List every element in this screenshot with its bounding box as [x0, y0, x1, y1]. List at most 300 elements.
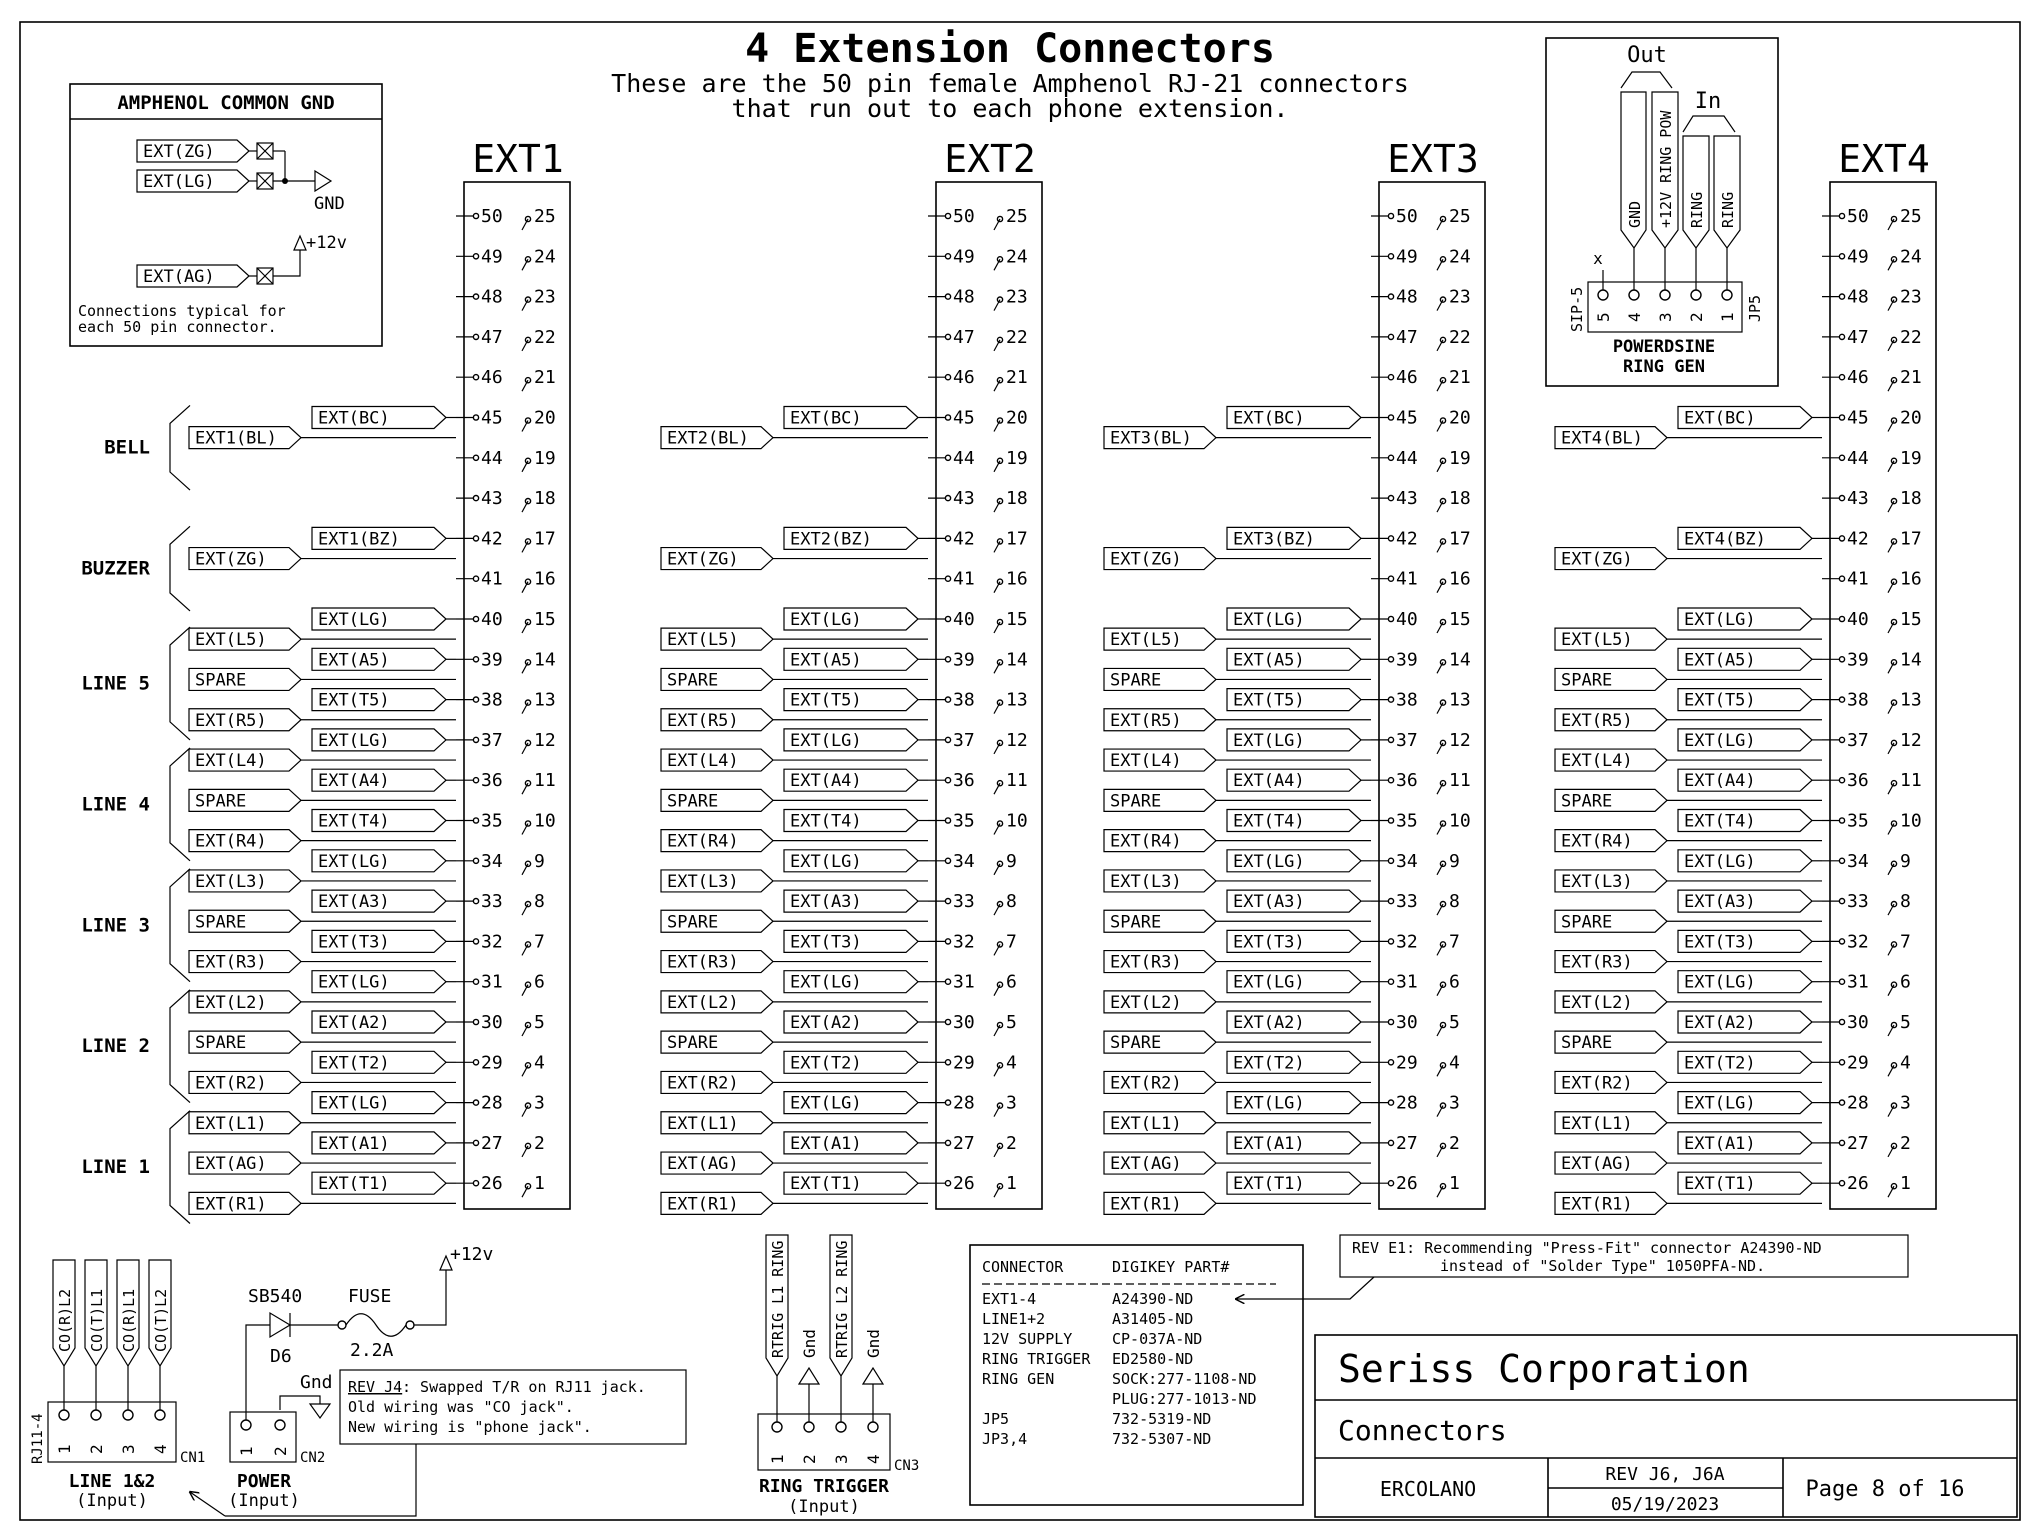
pin-number-right: 14 — [534, 649, 556, 671]
pin-lead — [1888, 501, 1894, 512]
group-brace — [170, 869, 190, 982]
pin-number-left: 34 — [1396, 850, 1418, 872]
pin-number-left: 29 — [481, 1052, 503, 1074]
group-brace — [170, 405, 190, 490]
parts-number: 732-5319-ND — [1112, 1410, 1212, 1428]
pin-contact — [945, 536, 950, 541]
group-label: LINE 2 — [81, 1035, 150, 1058]
pin-number-right: 9 — [534, 850, 545, 872]
net-label: EXT1(BZ) — [318, 529, 400, 550]
pin-contact — [1839, 213, 1844, 218]
connector-title: EXT1 — [472, 137, 564, 181]
pin-lead — [1888, 259, 1894, 270]
pin-lead — [1437, 904, 1443, 915]
pin-number-right: 18 — [1449, 488, 1471, 510]
net-label: EXT(L2) — [1110, 992, 1182, 1013]
parts-connector: JP5 — [982, 1410, 1010, 1428]
pin-number-left: 42 — [1847, 528, 1869, 550]
group-label: LINE 4 — [81, 793, 150, 816]
net-label: EXT(A4) — [318, 771, 390, 792]
pin-contact — [1839, 1181, 1844, 1186]
parts-number: SOCK:277-1108-ND — [1112, 1370, 1257, 1388]
pin-contact — [473, 1060, 478, 1065]
net-label: SPARE — [1110, 670, 1162, 691]
pin-number-left: 32 — [481, 931, 503, 953]
net-label: EXT(R3) — [1561, 952, 1633, 973]
pin-lead — [1437, 985, 1443, 996]
ring-trigger-pin-1: 1 — [768, 1454, 787, 1464]
pin-lead — [994, 904, 1000, 915]
pin-number-right: 11 — [1006, 770, 1028, 792]
net-label: SPARE — [195, 1033, 247, 1054]
parts-head-part: DIGIKEY PART# — [1112, 1258, 1230, 1276]
ring-gen-pin-num-5: 5 — [1594, 312, 1613, 322]
pin-contact — [945, 858, 950, 863]
pin-number-right: 15 — [1006, 609, 1028, 630]
rev-j4-line1: : Swapped T/R on RJ11 jack. — [402, 1378, 646, 1396]
pin-contact — [1388, 858, 1393, 863]
pin-contact — [945, 1019, 950, 1024]
pin-number-left: 44 — [481, 447, 503, 469]
net-label: EXT(LG) — [318, 1093, 390, 1114]
net-label: EXT(LG) — [1684, 972, 1756, 993]
rev-e1-line1: REV E1: Recommending "Press-Fit" connector A24390-ND — [1352, 1239, 1822, 1257]
pin-contact — [1388, 737, 1393, 742]
pin-contact — [1388, 657, 1393, 662]
net-label: EXT(A5) — [1233, 650, 1305, 671]
pin-contact — [945, 1100, 950, 1105]
line12-label-1: CO(R)L2 — [56, 1288, 74, 1352]
pin-number-right: 23 — [1006, 286, 1028, 308]
net-label: EXT(LG) — [790, 1093, 862, 1114]
common-gnd-gnd-label: GND — [314, 194, 345, 214]
line12-pin-3: 3 — [119, 1444, 138, 1454]
pin-number-left: 28 — [1396, 1092, 1418, 1114]
pin-contact — [1839, 496, 1844, 501]
ring-gen-pin-ring-a: RING — [1688, 191, 1706, 228]
ring-trigger-name: RING TRIGGER — [758, 1476, 890, 1497]
pin-lead — [1888, 1106, 1894, 1117]
rev-e1-note — [1236, 1235, 1908, 1299]
pin-lead — [522, 703, 528, 714]
ring-gen-in-label: In — [1694, 89, 1722, 114]
pin-contact — [945, 576, 950, 581]
pin-contact — [1388, 294, 1393, 299]
pin-number-right: 22 — [1449, 326, 1471, 348]
pin-number-left: 45 — [1847, 407, 1869, 429]
net-label: EXT(AG) — [1561, 1154, 1633, 1175]
pin-lead — [994, 1065, 1000, 1076]
pin-contact — [1839, 697, 1844, 702]
net-label: EXT(A1) — [318, 1133, 390, 1154]
pin-number-left: 29 — [1396, 1052, 1418, 1074]
group-brace — [170, 748, 190, 861]
pin-lead — [1437, 662, 1443, 673]
pin-lead — [994, 582, 1000, 593]
pin-contact — [1839, 657, 1844, 662]
line12-pin-1: 1 — [55, 1444, 74, 1454]
pin-number-left: 49 — [953, 246, 975, 268]
parts-number: CP-037A-ND — [1112, 1330, 1203, 1348]
pin-contact — [945, 979, 950, 984]
pin-lead — [1888, 340, 1894, 351]
title-block — [1315, 1335, 2017, 1517]
pin-number-right: 19 — [534, 447, 556, 469]
pin-number-right: 17 — [534, 528, 556, 550]
power-pin-2: 2 — [271, 1446, 290, 1456]
page-subtitle-line1: These are the 50 pin female Amphenol RJ-21 connectors — [611, 69, 1409, 98]
ring-trigger-pin-3: 3 — [832, 1454, 851, 1464]
pin-contact — [1388, 1140, 1393, 1145]
common-gnd-zg-label: EXT(ZG) — [143, 142, 215, 162]
net-label: SPARE — [195, 670, 247, 691]
pin-lead — [1888, 985, 1894, 996]
pin-number-right: 2 — [1900, 1132, 1911, 1154]
pin-lead — [1437, 501, 1443, 512]
pin-number-left: 48 — [481, 286, 503, 308]
net-label: EXT(R4) — [667, 831, 739, 852]
ring-gen-pin-num-3: 3 — [1656, 312, 1675, 322]
pin-contact — [945, 1060, 950, 1065]
pin-number-right: 23 — [1449, 286, 1471, 308]
pin-number-left: 30 — [953, 1012, 975, 1033]
connector-title: EXT3 — [1387, 137, 1479, 181]
pin-lead — [1437, 1106, 1443, 1117]
parts-connector: 12V SUPPLY — [982, 1330, 1073, 1348]
pin-number-right: 6 — [1449, 971, 1460, 993]
pin-number-left: 37 — [953, 729, 975, 751]
pin-number-left: 38 — [953, 689, 975, 711]
net-label: EXT(R3) — [667, 952, 739, 973]
pin-contact — [473, 737, 478, 742]
net-label: SPARE — [1561, 791, 1613, 812]
parts-number: 732-5307-ND — [1112, 1430, 1212, 1448]
pin-contact — [1839, 536, 1844, 541]
pin-number-left: 33 — [481, 891, 503, 913]
parts-connector: RING TRIGGER — [982, 1350, 1091, 1368]
parts-number: ED2580-ND — [1112, 1350, 1194, 1368]
pin-number-left: 35 — [481, 810, 503, 832]
pin-number-right: 18 — [1006, 488, 1028, 510]
pin-contact — [473, 334, 478, 339]
pin-number-left: 38 — [1396, 689, 1418, 711]
net-label: EXT(R5) — [1561, 710, 1633, 731]
pin-number-right: 11 — [534, 770, 556, 792]
pin-number-left: 33 — [953, 891, 975, 913]
pin-contact — [473, 213, 478, 218]
pin-lead — [994, 541, 1000, 552]
net-label: EXT(T5) — [790, 690, 862, 711]
net-label: SPARE — [1110, 791, 1162, 812]
pin-number-left: 41 — [1847, 568, 1869, 590]
net-label: EXT(A4) — [790, 771, 862, 792]
ring-trigger-sub: (Input) — [788, 1497, 860, 1517]
pin-contact — [1839, 778, 1844, 783]
ring-trigger-label-1: RTRIG L1 RING — [769, 1240, 787, 1358]
net-label: EXT(R5) — [667, 710, 739, 731]
pin-contact — [945, 697, 950, 702]
pin-number-left: 33 — [1847, 891, 1869, 913]
rev-j4-tag: REV J4 — [348, 1378, 403, 1396]
pin-contact — [473, 899, 478, 904]
pin-number-left: 31 — [1396, 971, 1418, 993]
net-label: EXT(LG) — [1684, 851, 1756, 872]
line12-ref: RJ11-4 — [30, 1413, 46, 1464]
pin-number-right: 24 — [1006, 246, 1028, 268]
net-label: EXT(A5) — [790, 650, 862, 671]
pin-lead — [994, 864, 1000, 875]
pin-lead — [1437, 461, 1443, 472]
rev-j4-line3: New wiring is "phone jack". — [348, 1418, 592, 1436]
pin-number-left: 36 — [481, 770, 503, 792]
net-label: EXT(T1) — [1233, 1174, 1305, 1195]
parts-number: A24390-ND — [1112, 1290, 1194, 1308]
line12-connector — [30, 1260, 205, 1511]
pin-number-right: 8 — [1900, 891, 1911, 913]
pin-lead — [522, 219, 528, 230]
pin-number-right: 21 — [534, 367, 556, 389]
pin-contact — [1839, 334, 1844, 339]
pin-number-right: 24 — [534, 246, 556, 268]
net-label: EXT(LG) — [1233, 610, 1305, 630]
pin-number-right: 7 — [534, 931, 545, 953]
pin-contact — [945, 1140, 950, 1145]
pin-lead — [994, 300, 1000, 311]
pin-number-right: 7 — [1006, 931, 1017, 953]
parts-number: PLUG:277-1013-ND — [1112, 1390, 1257, 1408]
pin-contact — [473, 657, 478, 662]
pin-number-right: 10 — [1449, 810, 1471, 832]
net-label: EXT(R3) — [1110, 952, 1182, 973]
pin-lead — [994, 421, 1000, 432]
net-label: SPARE — [1561, 1033, 1613, 1054]
pin-contact — [473, 455, 478, 460]
pin-contact — [945, 778, 950, 783]
connector-1 — [189, 137, 570, 1214]
pin-number-left: 49 — [481, 246, 503, 268]
pin-number-left: 29 — [953, 1052, 975, 1074]
net-label: EXT(L1) — [1110, 1113, 1182, 1134]
pin-number-left: 34 — [1847, 850, 1869, 872]
parts-connector: LINE1+2 — [982, 1310, 1046, 1328]
net-label: EXT(LG) — [318, 851, 390, 872]
pin-lead — [994, 985, 1000, 996]
pin-number-right: 9 — [1006, 850, 1017, 872]
power-gnd-label: Gnd — [300, 1372, 333, 1393]
net-label: SPARE — [1561, 912, 1613, 933]
net-label: EXT(L2) — [1561, 992, 1633, 1013]
ring-gen-pin-12v: +12V RING POW — [1657, 110, 1675, 228]
pin-contact — [473, 616, 478, 621]
pin-number-left: 48 — [1847, 286, 1869, 308]
line12-label-2: CO(T)L1 — [88, 1288, 106, 1352]
pin-number-right: 20 — [534, 407, 556, 429]
pin-number-left: 31 — [1847, 971, 1869, 993]
net-label: EXT(A1) — [790, 1133, 862, 1154]
pin-lead — [1888, 1186, 1894, 1197]
pin-lead — [1437, 340, 1443, 351]
net-label: EXT(L3) — [1561, 871, 1633, 892]
pin-number-left: 50 — [1396, 206, 1418, 227]
pin-number-right: 14 — [1449, 649, 1471, 671]
pin-contact — [1839, 939, 1844, 944]
net-label: EXT(R1) — [195, 1194, 267, 1215]
net-label: EXT4(BL) — [1561, 428, 1643, 449]
net-label: EXT(AG) — [195, 1154, 267, 1175]
pin-contact — [945, 375, 950, 380]
pin-lead — [522, 1106, 528, 1117]
pin-contact — [1388, 899, 1393, 904]
pin-number-left: 37 — [1396, 729, 1418, 751]
pin-number-left: 47 — [953, 326, 975, 348]
pin-lead — [1888, 703, 1894, 714]
pin-lead — [1888, 824, 1894, 835]
pin-number-right: 20 — [1006, 407, 1028, 429]
pin-lead — [994, 622, 1000, 633]
pin-number-left: 27 — [953, 1132, 975, 1154]
pin-contact — [473, 778, 478, 783]
pin-lead — [1888, 219, 1894, 230]
pin-lead — [1888, 421, 1894, 432]
net-label: EXT(ZG) — [195, 549, 267, 570]
pin-lead — [994, 703, 1000, 714]
pin-number-right: 4 — [534, 1052, 545, 1074]
pin-lead — [1888, 582, 1894, 593]
pin-number-right: 10 — [534, 810, 556, 832]
pin-contact — [1388, 254, 1393, 259]
rev-e1-line2: instead of "Solder Type" 1050PFA-ND. — [1440, 1257, 1766, 1275]
net-label: EXT(A2) — [790, 1013, 862, 1033]
net-label: EXT(R5) — [1110, 710, 1182, 731]
pin-number-right: 21 — [1900, 367, 1922, 389]
pin-lead — [522, 259, 528, 270]
pin-contact — [473, 697, 478, 702]
net-label: EXT(R1) — [1110, 1194, 1182, 1215]
pin-number-right: 24 — [1900, 246, 1922, 268]
pin-contact — [945, 616, 950, 621]
pin-number-left: 33 — [1396, 891, 1418, 913]
pin-number-left: 35 — [1847, 810, 1869, 832]
pin-lead — [1888, 1025, 1894, 1036]
net-label: EXT(L2) — [195, 992, 267, 1013]
pin-number-right: 4 — [1900, 1052, 1911, 1074]
pin-lead — [522, 300, 528, 311]
parts-number: A31405-ND — [1112, 1310, 1194, 1328]
pin-number-left: 44 — [953, 447, 975, 469]
pin-number-right: 5 — [1006, 1012, 1017, 1033]
pin-number-right: 8 — [1449, 891, 1460, 913]
pin-number-right: 17 — [1900, 528, 1922, 550]
net-label: EXT(ZG) — [1110, 549, 1182, 570]
net-label: EXT(A3) — [1233, 892, 1305, 913]
pin-contact — [1388, 455, 1393, 460]
ring-gen-pin-num-1: 1 — [1718, 312, 1737, 322]
pin-lead — [1888, 1065, 1894, 1076]
pin-lead — [994, 783, 1000, 794]
pin-number-right: 22 — [1900, 326, 1922, 348]
connectors — [189, 137, 1936, 1214]
parts-connector: JP3,4 — [982, 1430, 1028, 1448]
net-label: EXT(T4) — [790, 811, 862, 832]
net-label: EXT(AG) — [1110, 1154, 1182, 1175]
pin-contact — [1839, 1100, 1844, 1105]
net-label: EXT(T1) — [790, 1174, 862, 1195]
pin-contact — [473, 375, 478, 380]
pin-number-right: 16 — [1449, 568, 1471, 590]
pin-number-left: 43 — [481, 488, 503, 510]
pin-lead — [1437, 824, 1443, 835]
pin-lead — [1437, 1025, 1443, 1036]
net-label: EXT(L5) — [667, 630, 739, 651]
pin-contact — [473, 496, 478, 501]
pin-number-left: 26 — [481, 1173, 503, 1195]
pin-number-right: 25 — [1006, 206, 1028, 227]
net-label: EXT(T1) — [318, 1174, 390, 1195]
line12-sub: (Input) — [76, 1491, 148, 1511]
pin-contact — [1388, 616, 1393, 621]
pin-number-right: 13 — [1449, 689, 1471, 711]
pin-lead — [522, 824, 528, 835]
pin-lead — [1437, 783, 1443, 794]
pin-number-left: 30 — [1847, 1012, 1869, 1033]
pin-number-left: 35 — [1396, 810, 1418, 832]
pin-contact — [1388, 1019, 1393, 1024]
pin-number-right: 15 — [1900, 609, 1922, 630]
pin-contact — [1839, 455, 1844, 460]
common-gnd-note-1: Connections typical for — [78, 302, 286, 320]
pin-lead — [994, 380, 1000, 391]
pin-contact — [1388, 536, 1393, 541]
common-gnd-lg-label: EXT(LG) — [143, 172, 215, 192]
pin-number-left: 37 — [1847, 729, 1869, 751]
net-label: EXT(R3) — [195, 952, 267, 973]
pin-lead — [522, 904, 528, 915]
pin-number-right: 19 — [1006, 447, 1028, 469]
pin-number-left: 31 — [953, 971, 975, 993]
pin-number-left: 34 — [481, 850, 503, 872]
net-label: EXT3(BL) — [1110, 428, 1192, 449]
net-label: EXT(T3) — [790, 932, 862, 953]
pin-number-right: 10 — [1900, 810, 1922, 832]
group-brace — [170, 990, 190, 1103]
connector-title: EXT4 — [1838, 137, 1930, 181]
connector-3 — [1104, 137, 1485, 1214]
pin-number-left: 50 — [953, 206, 975, 227]
pin-contact — [473, 1100, 478, 1105]
connector-title: EXT2 — [944, 137, 1036, 181]
pin-number-right: 25 — [1449, 206, 1471, 227]
pin-number-left: 43 — [1396, 488, 1418, 510]
power-diode-ref: D6 — [270, 1346, 292, 1367]
ring-trigger-label-3: RTRIG L2 RING — [833, 1240, 851, 1358]
net-label: EXT(L3) — [667, 871, 739, 892]
net-label: EXT(A4) — [1684, 771, 1756, 792]
pin-number-right: 16 — [1006, 568, 1028, 590]
ring-gen-out-label: Out — [1627, 43, 1667, 68]
pin-number-right: 13 — [1006, 689, 1028, 711]
pin-contact — [1839, 576, 1844, 581]
net-label: EXT(R2) — [1561, 1073, 1633, 1094]
pin-contact — [1839, 294, 1844, 299]
pin-number-left: 31 — [481, 971, 503, 993]
net-label: SPARE — [667, 791, 719, 812]
pin-number-left: 28 — [953, 1092, 975, 1114]
pin-number-left: 39 — [953, 649, 975, 671]
pin-number-right: 19 — [1900, 447, 1922, 469]
common-gnd-12v-label: +12v — [306, 233, 347, 253]
pin-lead — [994, 662, 1000, 673]
pin-number-right: 3 — [1006, 1092, 1017, 1114]
